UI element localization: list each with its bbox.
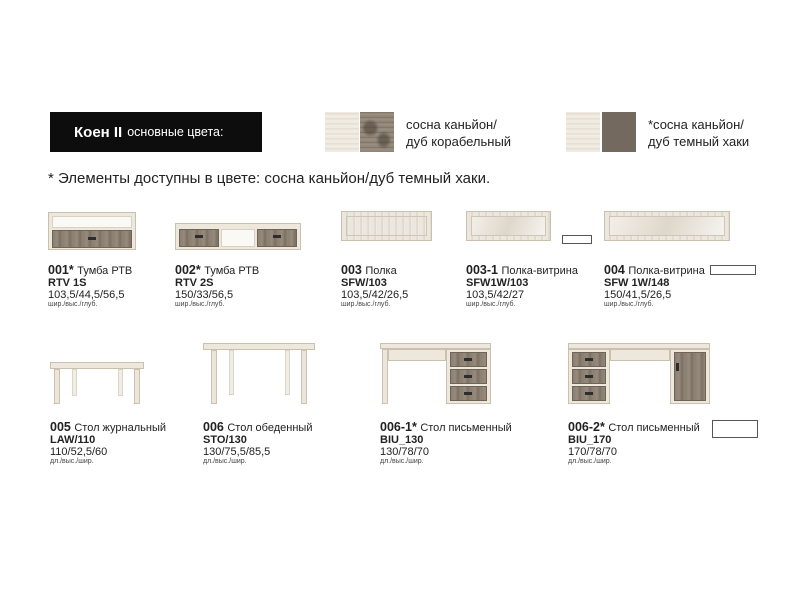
product-003-1: 003-1 Полка-витрина SFW1W/103 103,5/42/27 шир./выс./глуб. <box>466 263 578 308</box>
desk-130-image <box>380 343 491 404</box>
shelf-image <box>341 211 432 241</box>
product-003: 003 Полка SFW/103 103,5/42/26,5 шир./выс./глуб. <box>341 263 409 308</box>
collection-subtitle: основные цвета: <box>127 125 224 139</box>
product-004: 004 Полка-витрина SFW 1W/148 150/41,5/26,5 шир./выс./глуб. <box>604 263 705 308</box>
display-shelf-2-image <box>604 211 730 241</box>
khaki-swatch <box>602 112 636 152</box>
collection-title-bar <box>50 112 262 152</box>
coffee-table-image <box>50 362 144 404</box>
product-006-1: 006-1* Стол письменный BIU_130 130/78/70 дл./выс./шир. <box>380 420 512 465</box>
product-005: 005 Стол журнальный LAW/110 110/52,5/60 дл./выс./шир. <box>50 420 166 465</box>
display-shelf-1-image <box>466 211 551 241</box>
desk-170-image <box>568 343 710 404</box>
product-006: 006 Стол обеденный STO/130 130/75,5/85,5 дл./выс./шир. <box>203 420 313 465</box>
product-006-2: 006-2* Стол письменный BIU_170 170/78/70 дл./выс./шир. <box>568 420 700 465</box>
display-shelf-2-diagram <box>710 265 756 275</box>
color2-label: *сосна каньйон/ дуб темный хаки <box>648 117 750 149</box>
pine-swatch <box>325 112 359 152</box>
tv-stand-2-image <box>175 223 301 250</box>
display-shelf-1-diagram <box>562 235 592 244</box>
availability-note: * Элементы доступны в цвете: сосна каньйон/дуб темный хаки. <box>48 170 491 187</box>
dining-table-image <box>203 343 315 404</box>
color1-label: сосна каньйон/ дуб корабельный <box>406 117 512 149</box>
product-002: 002* Тумба РТВ RTV 2S 150/33/56,5 шир./выс./глуб. <box>175 263 260 308</box>
pine-swatch-2 <box>566 112 600 152</box>
desk-170-diagram <box>712 420 758 438</box>
oak-swatch <box>360 112 394 152</box>
product-001: 001* Тумба РТВ RTV 1S 103,5/44,5/56,5 шир./выс./глуб. <box>48 263 133 308</box>
collection-name: Коен II <box>74 123 123 141</box>
tv-stand-1-image <box>48 212 136 250</box>
